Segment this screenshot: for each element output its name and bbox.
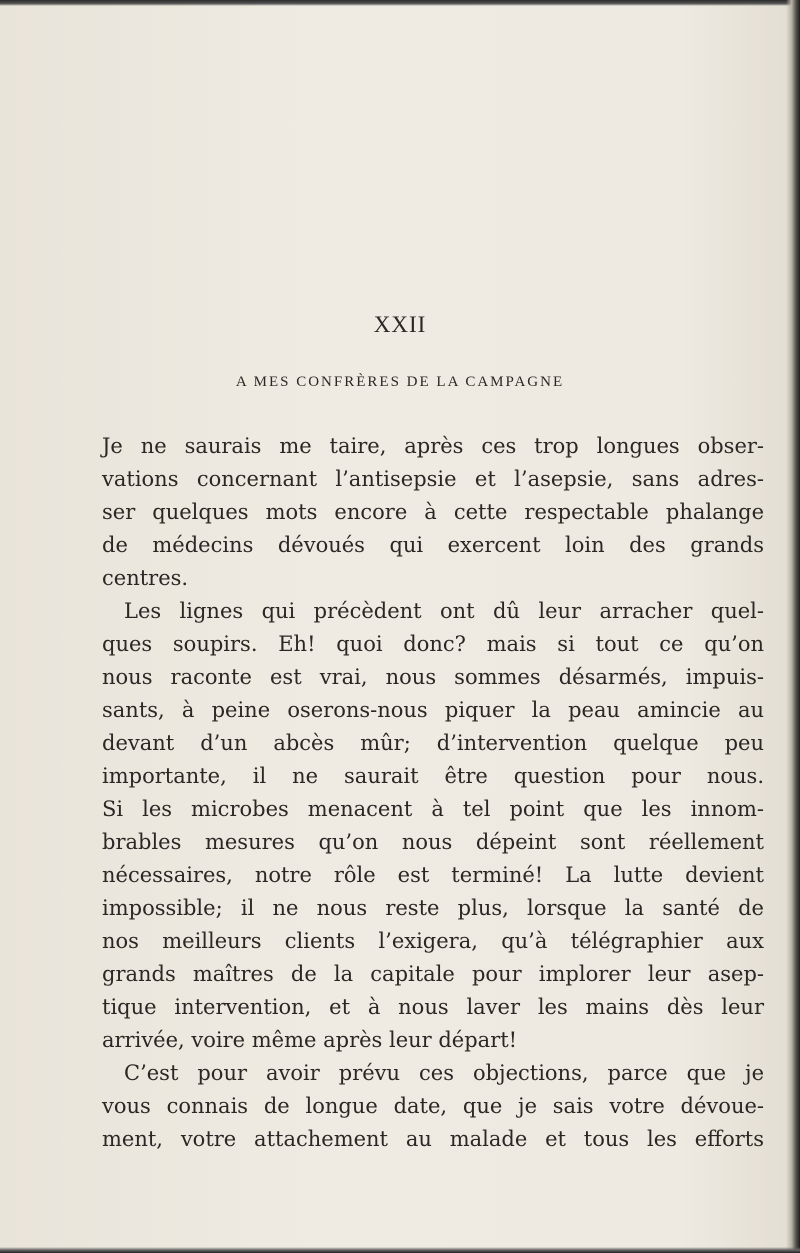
body-text (102, 430, 764, 1156)
text-line: Je ne saurais me taire, après ces trop longues obser- (102, 434, 764, 458)
text-line: Si les microbes menacent à tel point que les innom- (102, 797, 764, 821)
chapter-title: A MES CONFRÈRES DE LA CAMPAGNE (235, 374, 565, 390)
text-line: centres. (102, 566, 189, 590)
text-line: brables mesures qu’on nous dépeint sont réellement (102, 830, 764, 854)
text-line: arrivée, voire même après leur départ! (102, 1028, 518, 1052)
text-line: nécessaires, notre rôle est terminé! La lutte devient (102, 863, 764, 887)
text-line: ser quelques mots encore à cette respectable phalange (102, 500, 764, 524)
text-line: C’est pour avoir prévu ces objections, parce que je (124, 1061, 764, 1085)
text-line: ment, votre attachement au malade et tous les efforts (102, 1127, 764, 1151)
text-line: ques soupirs. Eh! quoi donc? mais si tout ce qu’on (102, 632, 764, 656)
text-line: importante, il ne saurait être question pour nous. (102, 764, 764, 788)
text-line: Les lignes qui précèdent ont dû leur arracher quel- (124, 599, 764, 623)
page-bottom-edge (0, 1247, 800, 1253)
text-line: nous raconte est vrai, nous sommes désarmés, impuis- (102, 665, 764, 689)
text-line: vations concernant l’antisepsie et l’asepsie, sans adres- (102, 467, 764, 491)
text-line: tique intervention, et à nous laver les mains dès leur (102, 995, 764, 1019)
text-line: impossible; il ne nous reste plus, lorsque la santé de (102, 896, 764, 920)
text-line: vous connais de longue date, que je sais votre dévoue- (102, 1094, 764, 1118)
text-line: de médecins dévoués qui exercent loin des grands (102, 533, 764, 557)
text-line: grands maîtres de la capitale pour implorer leur asep- (102, 962, 764, 986)
chapter-number: XXII (373, 312, 427, 337)
text-line: sants, à peine oserons-nous piquer la peau amincie au (102, 698, 764, 722)
text-line: devant d’un abcès mûr; d’intervention quelque peu (102, 731, 764, 755)
page-binding-edge (786, 0, 800, 1253)
page-top-edge (0, 0, 800, 6)
text-line: nos meilleurs clients l’exigera, qu’à télégraphier aux (102, 929, 764, 953)
